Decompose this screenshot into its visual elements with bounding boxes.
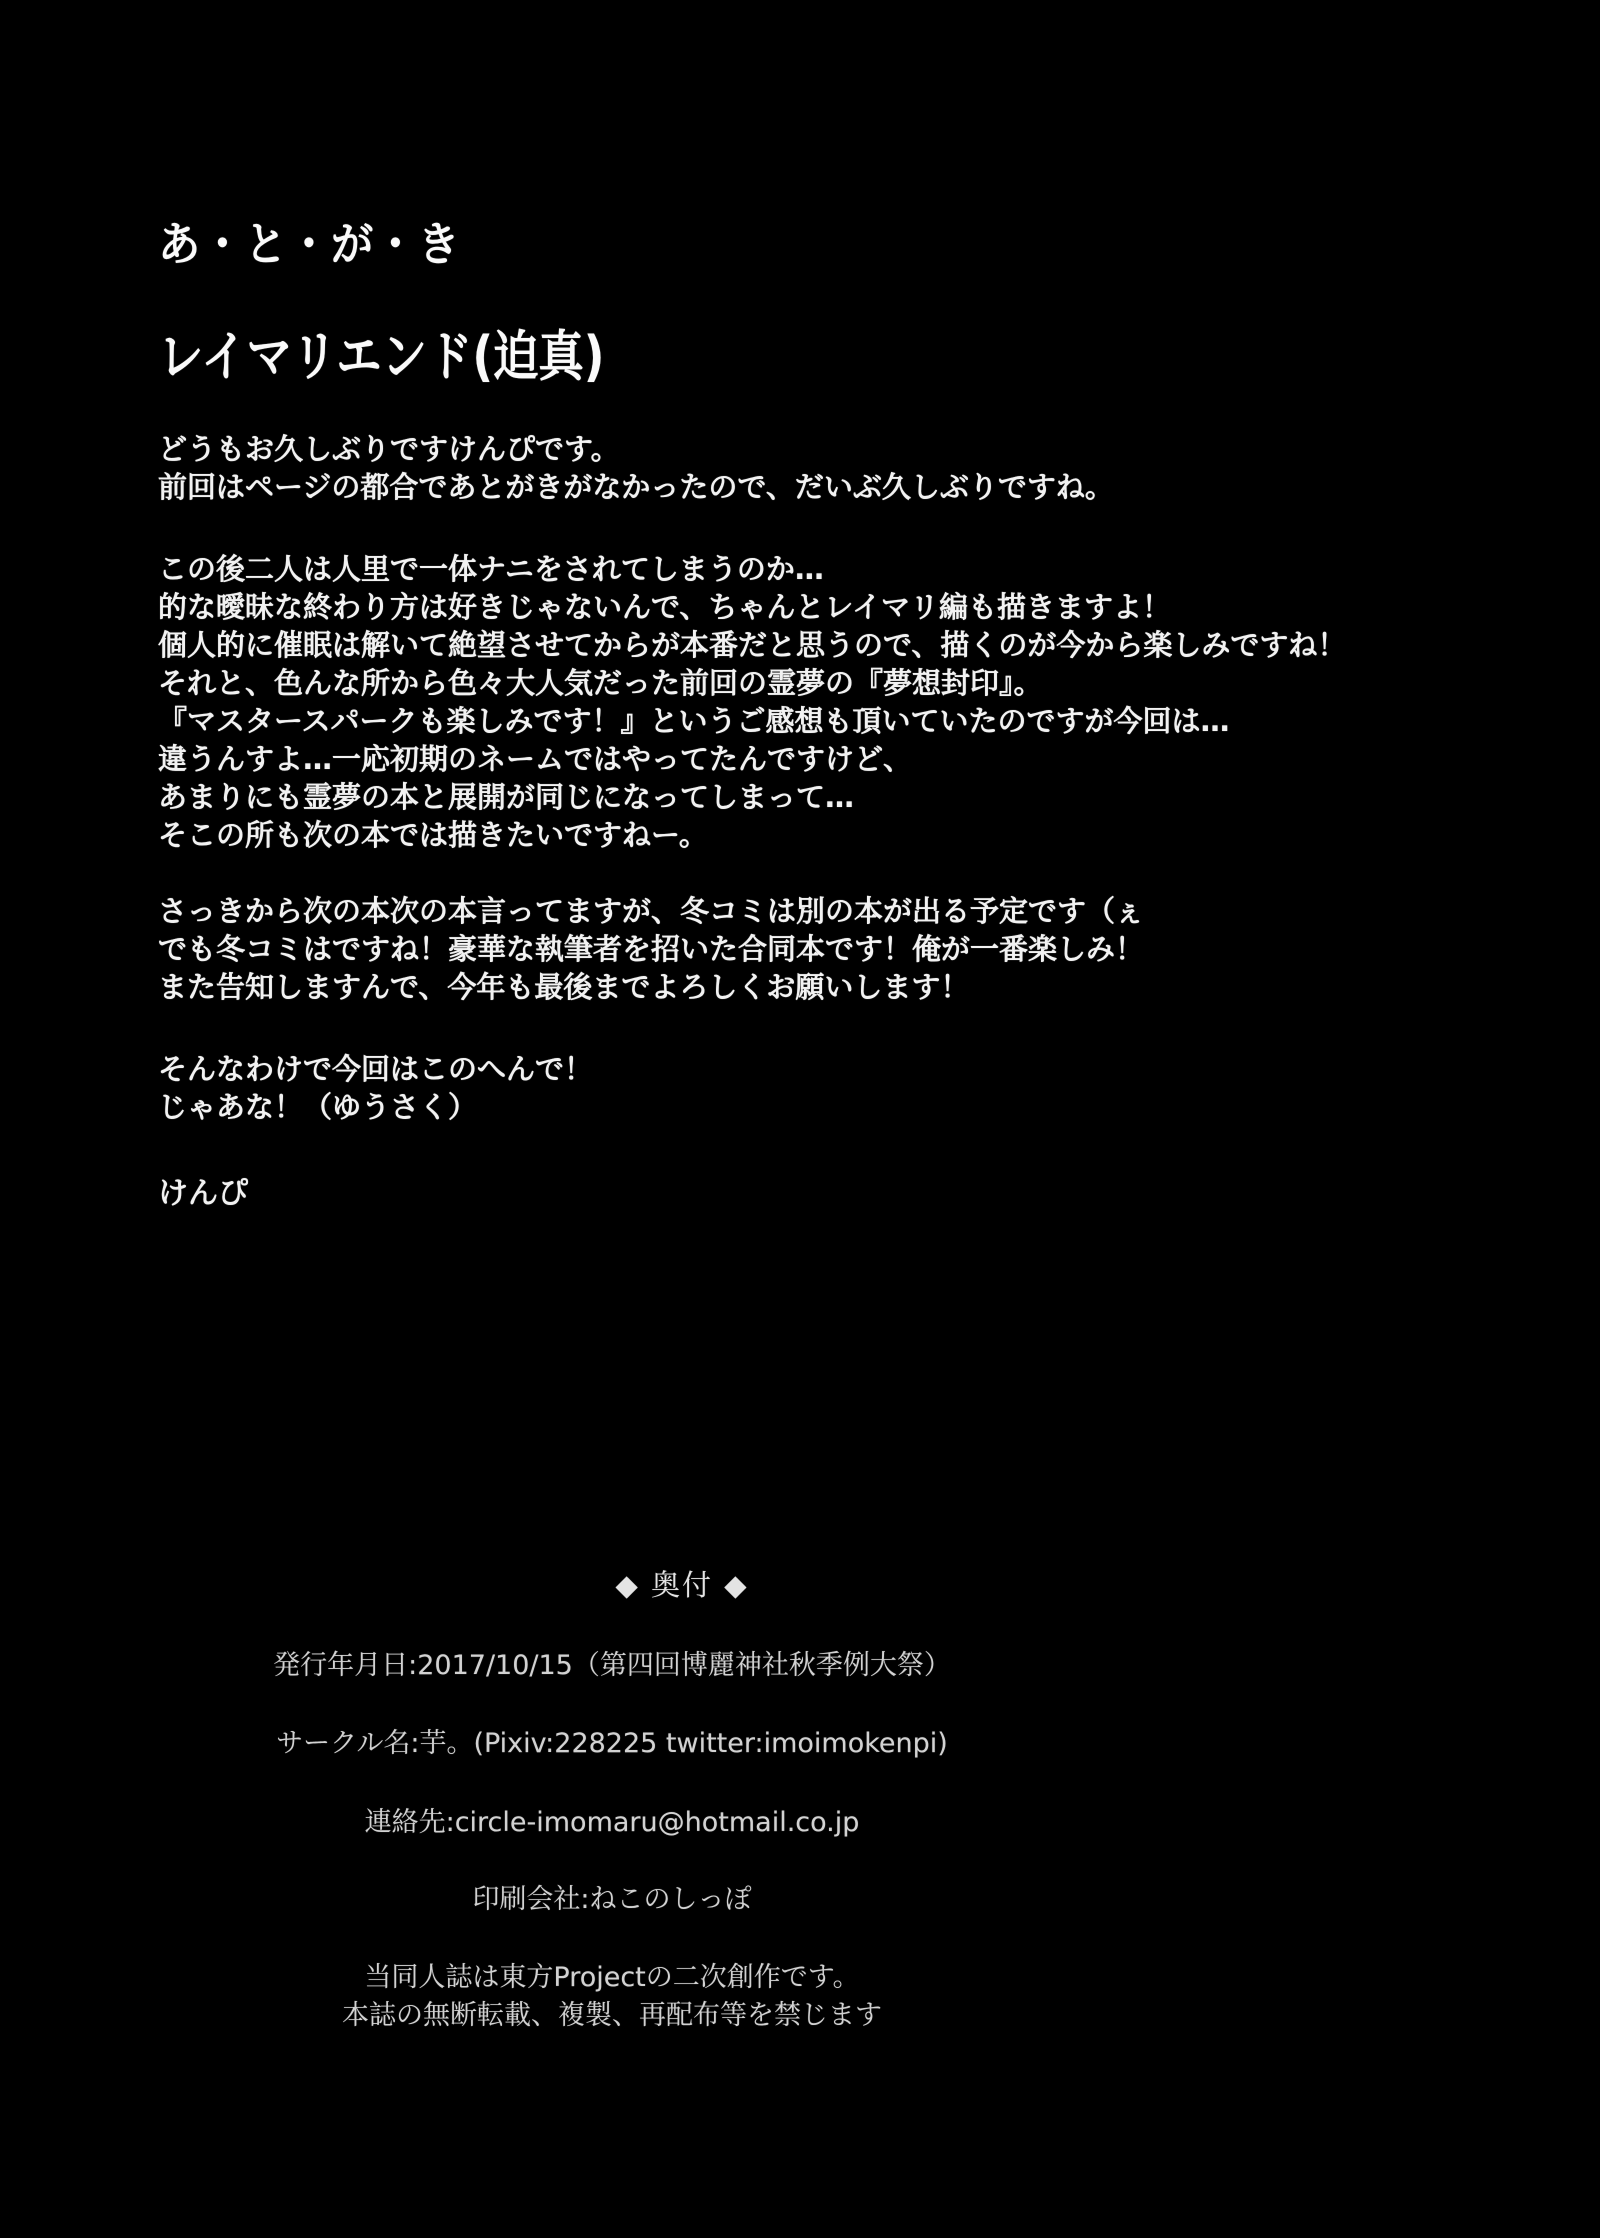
afterword-line: さっきから次の本次の本言ってますが、冬コミは別の本が出る予定です（ぇ xyxy=(158,894,1145,928)
colophon-publication-date: 発行年月日:2017/10/15（第四回博麗神社秋季例大祭） xyxy=(273,1650,951,1681)
author-signature: けんぴ xyxy=(158,1176,248,1211)
afterword-line: この後二人は人里で一体ナニをされてしまうのか… xyxy=(158,552,824,586)
afterword-title: あ・と・が・き xyxy=(158,217,461,271)
afterword-line: じゃあな！（ゆうさく） xyxy=(158,1090,478,1124)
colophon-header: ◆ 奥付 ◆ xyxy=(615,1568,749,1602)
colophon-disclaimer-line: 本誌の無断転載、複製、再配布等を禁じます xyxy=(342,2000,882,2031)
colophon-circle-name: サークル名:芋。(Pixiv:228225 twitter:imoimokenpi) xyxy=(276,1728,948,1759)
afterword-line: 前回はページの都合であとがきがなかったので、だいぶ久しぶりですね。 xyxy=(158,470,1114,504)
afterword-line: どうもお久しぶりですけんぴです。 xyxy=(158,432,620,466)
afterword-line: 個人的に催眠は解いて絶望させてからが本番だと思うので、描くのが今から楽しみですね！ xyxy=(158,628,1347,662)
colophon-printer: 印刷会社:ねこのしっぽ xyxy=(472,1884,752,1915)
afterword-line: あまりにも霊夢の本と展開が同じになってしまって… xyxy=(158,780,855,814)
afterword-line: でも冬コミはですね！豪華な執筆者を招いた合同本です！俺が一番楽しみ！ xyxy=(158,932,1145,966)
afterword-line: そこの所も次の本では描きたいですねー。 xyxy=(158,818,708,852)
afterword-line: それと、色んな所から色々大人気だった前回の霊夢の『夢想封印』。 xyxy=(158,666,1043,700)
afterword-line: また告知しますんで、今年も最後までよろしくお願いします！ xyxy=(158,970,970,1004)
afterword-subtitle: レイマリエンド(迫真) xyxy=(158,325,605,388)
colophon-contact-email: 連絡先:circle-imomaru@hotmail.co.jp xyxy=(364,1807,860,1838)
afterword-line: 違うんすよ…一応初期のネームではやってたんですけど、 xyxy=(158,742,913,776)
colophon-disclaimer-line: 当同人誌は東方Projectの二次創作です。 xyxy=(364,1962,860,1993)
afterword-line: 『マスタースパークも楽しみです！』というご感想も頂いていたのですが今回は… xyxy=(158,704,1230,738)
afterword-line: そんなわけで今回はこのへんで！ xyxy=(158,1052,594,1086)
afterword-line: 的な曖昧な終わり方は好きじゃないんで、ちゃんとレイマリ編も描きますよ！ xyxy=(158,590,1171,624)
